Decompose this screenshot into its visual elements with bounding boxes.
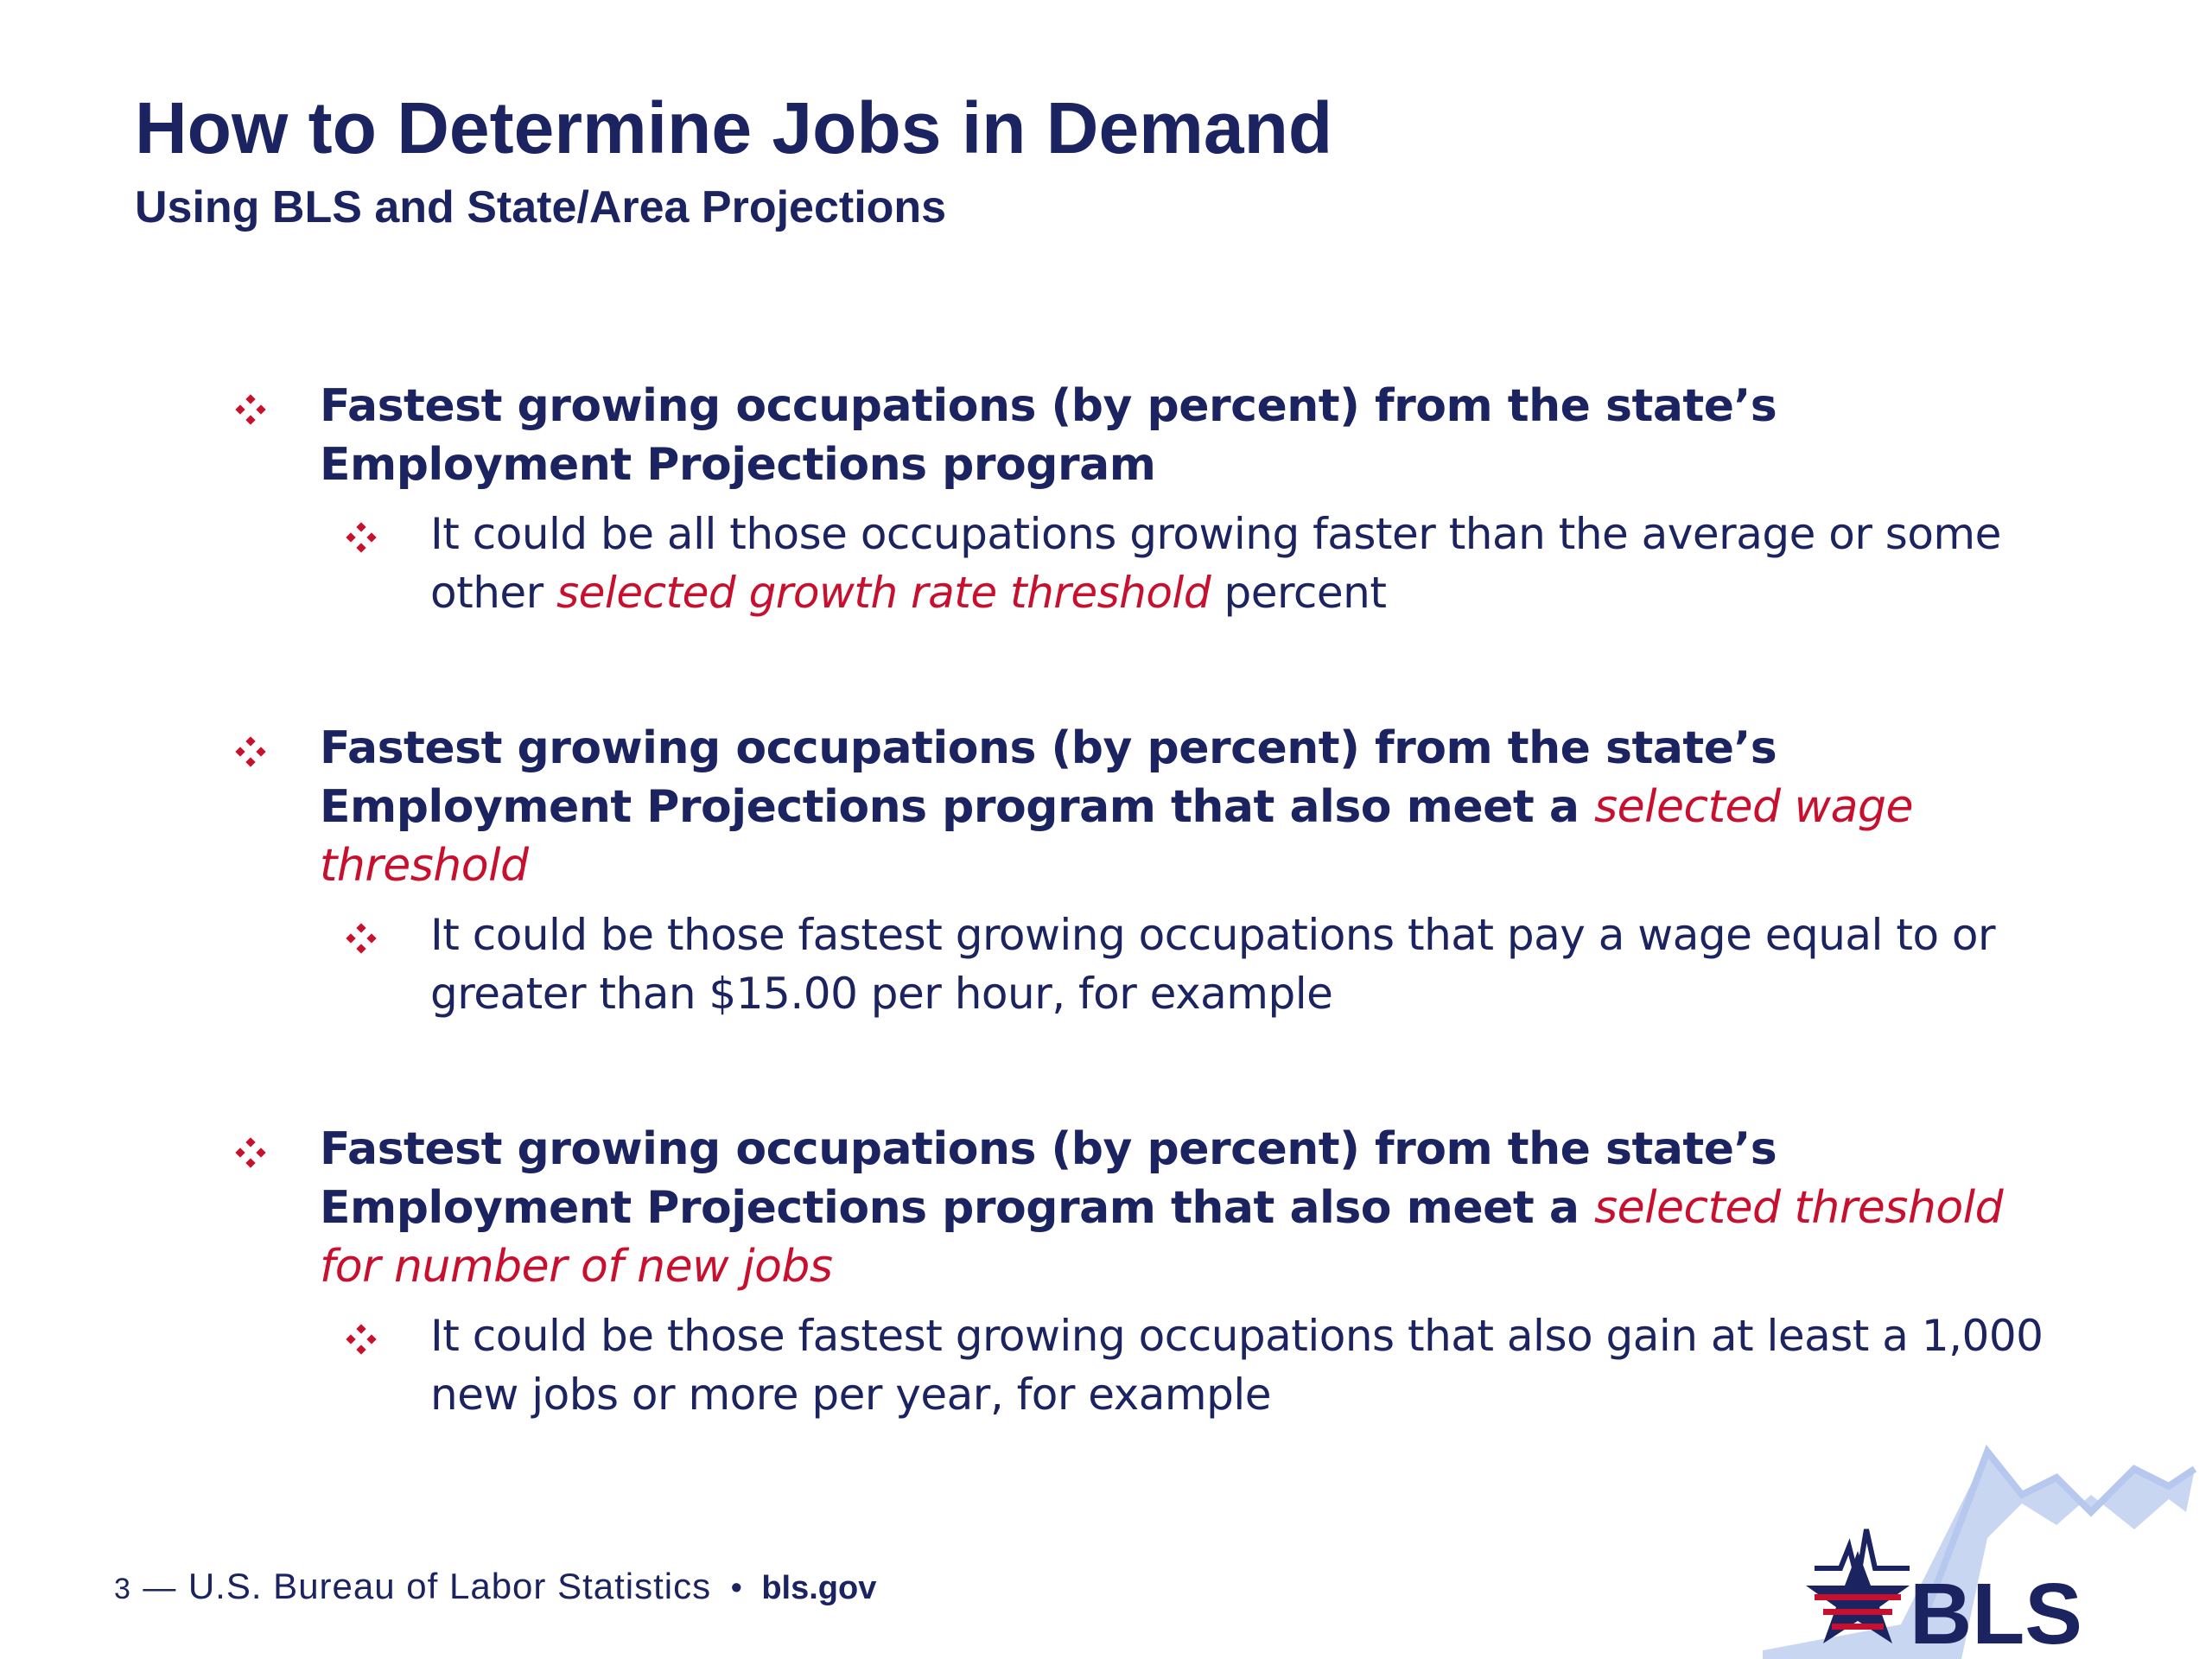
- page-title: How to Determine Jobs in Demand: [135, 87, 1333, 168]
- bullet-main-text: Fastest growing occupations (by percent) from the state’s Employment Projections program: [320, 380, 1777, 491]
- page-number: 3: [114, 1573, 130, 1605]
- bullet-sub-2: [344, 906, 2048, 1023]
- logo-text: BLS: [1910, 1566, 2082, 1659]
- bullet-list: [233, 377, 2048, 1521]
- bullet-sub-1: [344, 505, 2048, 622]
- bls-logo: [1763, 1417, 2212, 1659]
- bullet-group-1: [233, 377, 2048, 622]
- four-diamond-bullet-icon: [233, 1135, 268, 1170]
- page-subtitle: Using BLS and State/Area Projections: [135, 181, 947, 232]
- bullet-group-2: [233, 719, 2048, 1023]
- four-diamond-bullet-icon: [233, 392, 268, 427]
- bullet-main-1: [233, 377, 2048, 494]
- four-diamond-bullet-icon: [344, 921, 378, 956]
- footer: [114, 1566, 876, 1607]
- four-diamond-bullet-icon: [344, 1322, 378, 1357]
- bullet-group-3: [233, 1120, 2048, 1424]
- bullet-main-text: Fastest growing occupations (by percent) from the state’s Employment Projections program that also meet a: [320, 722, 1777, 833]
- footer-dash: —: [143, 1570, 176, 1606]
- bullet-sub-text: It could be those fastest growing occupations that pay a wage equal to or greater than $15.00 per hour, for example: [430, 910, 1996, 1019]
- bullet-main-2: [233, 719, 2048, 895]
- bullet-main-3: [233, 1120, 2048, 1296]
- bullet-main-highlight: selected threshold for number of new jobs: [320, 1182, 2004, 1293]
- bullet-sub-text: It could be all those occupations growing faster than the average or some other: [430, 509, 2001, 618]
- bullet-main-highlight: selected wage threshold: [320, 781, 1913, 892]
- bullet-sub-suffix: percent: [1211, 568, 1387, 618]
- site-link[interactable]: bls.gov: [761, 1570, 877, 1606]
- bullet-main-text: Fastest growing occupations (by percent) from the state’s Employment Projections program that also meet a: [320, 1123, 1777, 1234]
- bullet-sub-highlight: selected growth rate threshold: [556, 568, 1211, 618]
- title-block: [135, 86, 1332, 233]
- four-diamond-bullet-icon: [344, 520, 378, 555]
- footer-separator: •: [730, 1570, 742, 1606]
- bullet-sub-text: It could be those fastest growing occupations that also gain at least a 1,000 new jobs or more per year, for example: [430, 1311, 2044, 1420]
- agency-name: U.S. Bureau of Labor Statistics: [188, 1566, 712, 1606]
- bullet-sub-3: [344, 1306, 2048, 1424]
- four-diamond-bullet-icon: [233, 734, 268, 769]
